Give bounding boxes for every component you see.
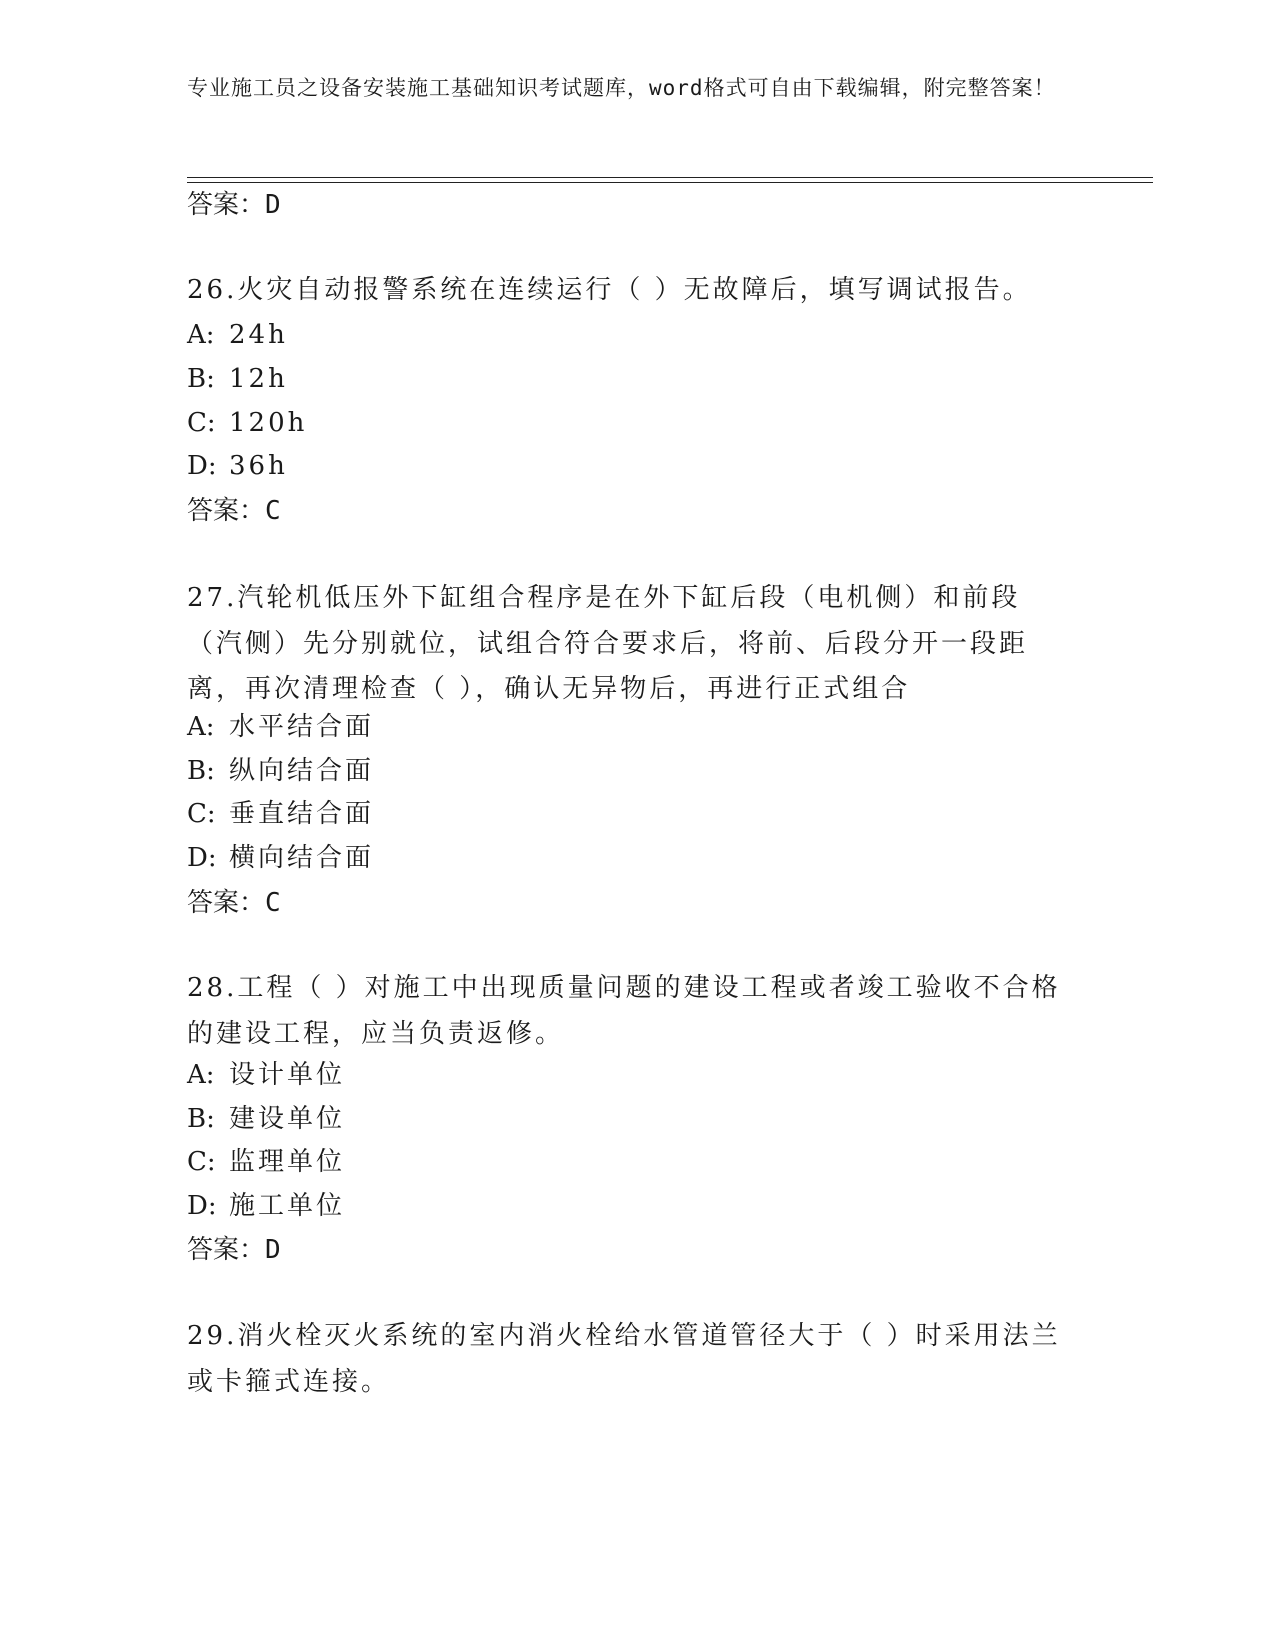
question-26-option-a bbox=[187, 318, 288, 352]
option-text: 横向结合面 bbox=[229, 843, 375, 873]
option-key: D: bbox=[187, 843, 217, 873]
question-28-option-d bbox=[187, 1189, 345, 1223]
question-27-stem: 27.汽轮机低压外下缸组合程序是在外下缸后段（电机侧）和前段（汽侧）先分别就位，试组合符合要求后，将前、后段分开一段距离，再次清理检查（ ），确认无异物后，再进行正式组合 bbox=[187, 583, 1029, 704]
option-key: B: bbox=[187, 364, 215, 394]
question-26-option-d bbox=[187, 449, 288, 483]
document-header: 专业施工员之设备安装施工基础知识考试题库，word格式可自由下载编辑，附完整答案！ bbox=[187, 76, 1056, 100]
option-key: A: bbox=[187, 1060, 215, 1090]
option-text: 施工单位 bbox=[229, 1191, 346, 1221]
option-key: A: bbox=[187, 320, 215, 350]
question-27-option-b bbox=[187, 754, 374, 788]
option-key: D: bbox=[187, 451, 217, 481]
answer-25: 答案：D bbox=[187, 190, 281, 220]
option-key: C: bbox=[187, 1147, 216, 1177]
answer-27: 答案：C bbox=[187, 888, 281, 918]
option-key: A: bbox=[187, 712, 215, 742]
question-27-option-d bbox=[187, 841, 374, 875]
answer-28: 答案：D bbox=[187, 1235, 281, 1265]
option-key: D: bbox=[187, 1191, 217, 1221]
header-rule-bottom bbox=[187, 182, 1153, 183]
question-27-option-c bbox=[187, 797, 374, 831]
option-text: 建设单位 bbox=[229, 1104, 346, 1134]
option-text: 120h bbox=[229, 408, 308, 438]
header-rule-top bbox=[187, 177, 1153, 178]
question-28-option-b bbox=[187, 1102, 345, 1136]
option-text: 纵向结合面 bbox=[229, 756, 375, 786]
option-key: B: bbox=[187, 1104, 215, 1134]
question-28-stem: 28.工程（ ）对施工中出现质量问题的建设工程或者竣工验收不合格的建设工程，应当负责返修。 bbox=[187, 973, 1061, 1049]
option-key: C: bbox=[187, 408, 216, 438]
option-text: 12h bbox=[229, 364, 288, 394]
answer-26: 答案：C bbox=[187, 496, 281, 526]
option-text: 水平结合面 bbox=[229, 712, 375, 742]
question-28-option-c bbox=[187, 1145, 345, 1179]
question-26-option-c bbox=[187, 406, 307, 440]
question-26-stem: 26.火灾自动报警系统在连续运行（ ）无故障后，填写调试报告。 bbox=[187, 275, 1032, 305]
option-text: 监理单位 bbox=[229, 1147, 346, 1177]
question-26-option-b bbox=[187, 362, 288, 396]
question-28-option-a bbox=[187, 1058, 345, 1092]
question-27-option-a bbox=[187, 710, 374, 744]
option-text: 设计单位 bbox=[229, 1060, 346, 1090]
option-text: 36h bbox=[229, 451, 288, 481]
option-text: 24h bbox=[229, 320, 288, 350]
option-key: C: bbox=[187, 799, 216, 829]
option-text: 垂直结合面 bbox=[229, 799, 375, 829]
option-key: B: bbox=[187, 756, 215, 786]
question-29-stem: 29.消火栓灭火系统的室内消火栓给水管道管径大于（ ）时采用法兰或卡箍式连接。 bbox=[187, 1321, 1061, 1397]
